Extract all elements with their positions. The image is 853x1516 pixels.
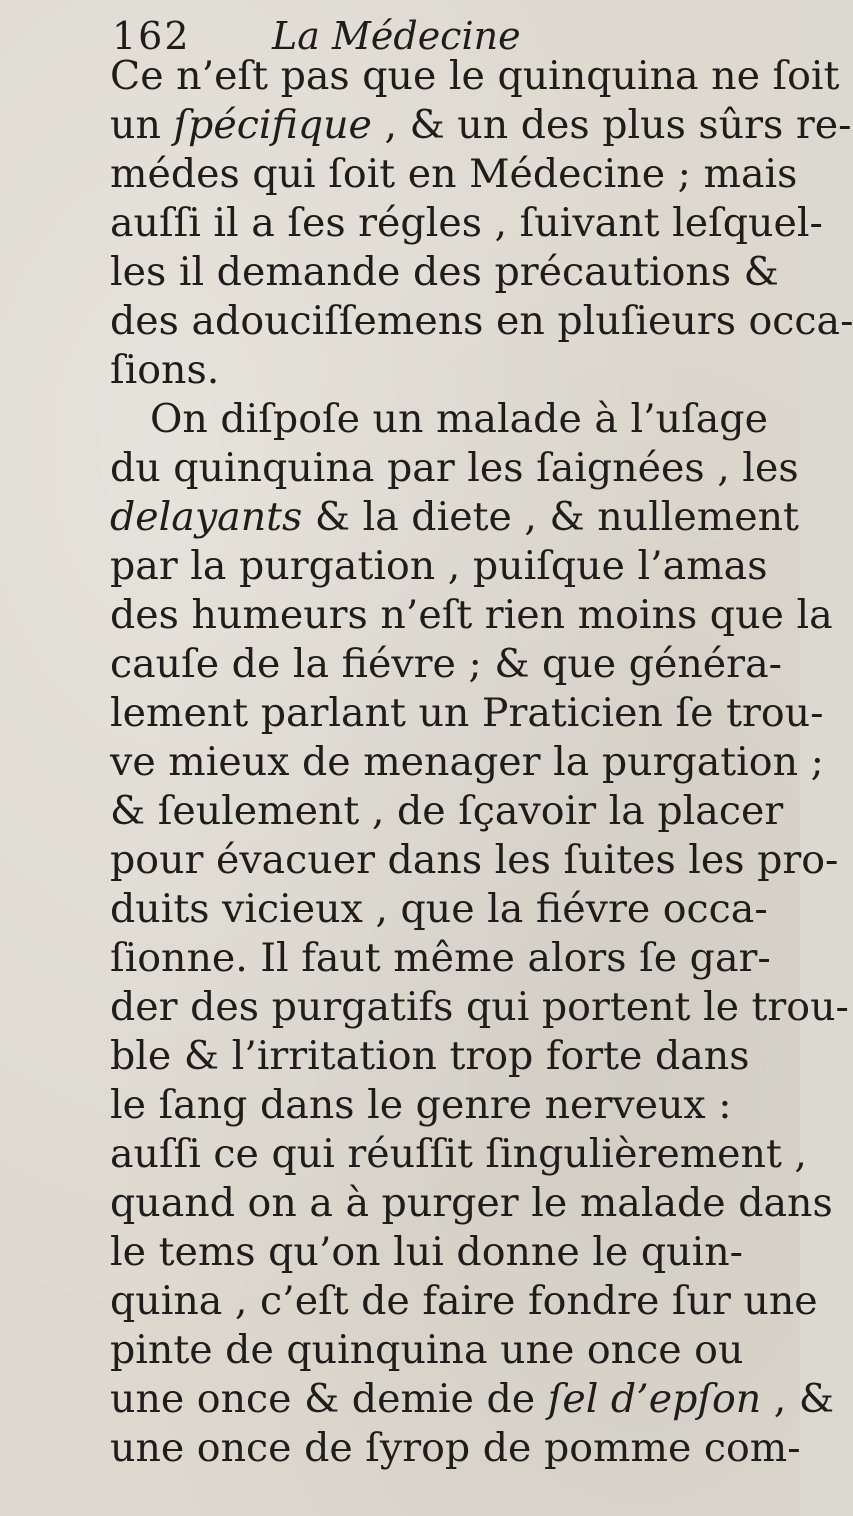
text-line: pinte de quinquina une once ou xyxy=(110,1327,744,1373)
text-line: cauſe de la fiévre ; & que généra- xyxy=(110,641,782,687)
text-line: Ce n’eſt pas que le quinquina ne ſoit xyxy=(110,53,840,99)
text-line: des humeurs n’eſt rien moins que la xyxy=(110,592,833,638)
text-segment: une once & demie de xyxy=(110,1376,548,1422)
text-line: lement parlant un Praticien ſe trou- xyxy=(110,690,824,736)
text-line xyxy=(110,493,800,542)
running-title: La Médecine xyxy=(272,14,521,58)
text-line: ſionne. Il faut même alors ſe gar- xyxy=(110,935,771,981)
text-segment: , & xyxy=(761,1376,835,1422)
text-line xyxy=(110,101,852,150)
text-line: quina , c’eſt de faire fondre ſur une xyxy=(110,1278,818,1324)
body-text xyxy=(110,52,853,1473)
text-segment: & la diete , & nullement xyxy=(302,494,799,540)
text-line: auſſi il a ſes régles , ſuivant leſquel- xyxy=(110,200,823,246)
text-line: quand on a à purger le malade dans xyxy=(110,1180,833,1226)
text-line: On diſpoſe un malade à l’uſage xyxy=(150,396,768,442)
text-line: ſions. xyxy=(110,347,220,393)
text-line: médes qui ſoit en Médecine ; mais xyxy=(110,151,798,197)
text-line: der des purgatifs qui portent le trou- xyxy=(110,984,849,1030)
text-line xyxy=(110,1375,835,1424)
text-line: le ſang dans le genre nerveux : xyxy=(110,1082,732,1128)
text-line: pour évacuer dans les ſuites les pro- xyxy=(110,837,839,883)
text-line: des adouciſſemens en pluſieurs occa- xyxy=(110,298,853,344)
text-line: le tems qu’on lui donne le quin- xyxy=(110,1229,744,1275)
text-line: duits vicieux , que la fiévre occa- xyxy=(110,886,768,932)
text-line: auſſi ce qui réuſſit ſingulièrement , xyxy=(110,1131,807,1177)
italic-text: delayants xyxy=(110,494,303,540)
text-line: les il demande des précautions & xyxy=(110,249,779,295)
text-line: du quinquina par les ſaignées , les xyxy=(110,445,799,491)
page-number: 162 xyxy=(112,14,191,58)
text-line: une once de ſyrop de pomme com- xyxy=(110,1425,801,1471)
text-line: par la purgation , puiſque l’amas xyxy=(110,543,768,589)
italic-text: ſpécifique xyxy=(173,102,372,148)
italic-text: ſel d’epſon xyxy=(547,1376,762,1422)
text-line: ble & l’irritation trop forte dans xyxy=(110,1033,750,1079)
text-segment: , & un des plus sûrs re- xyxy=(371,102,852,148)
text-line: ve mieux de menager la purgation ; xyxy=(110,739,824,785)
text-segment: un xyxy=(110,102,174,148)
text-line: & ſeulement , de ſçavoir la placer xyxy=(110,788,784,834)
